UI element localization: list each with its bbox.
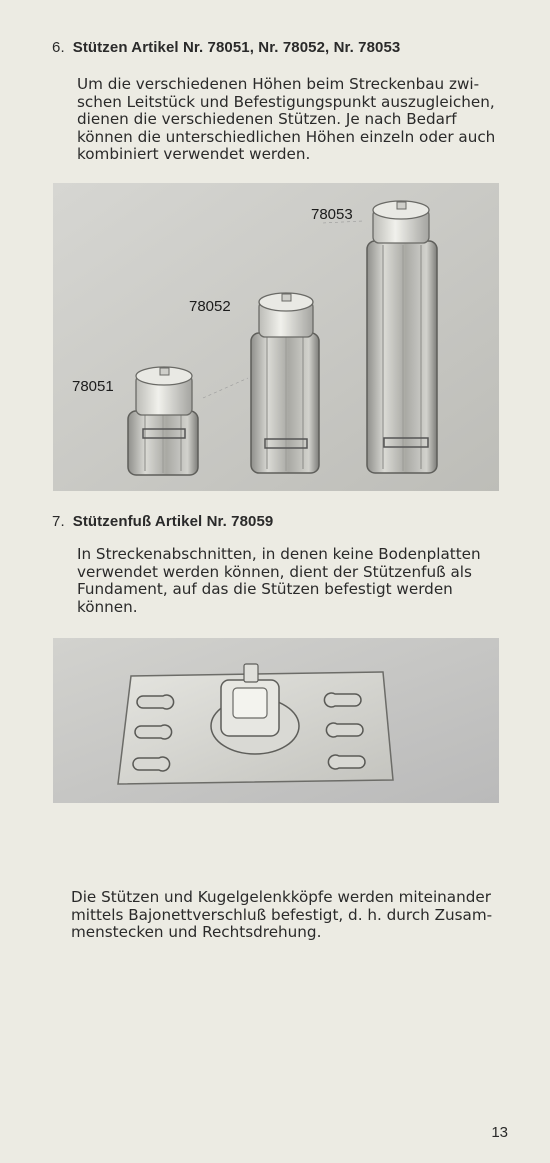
support-78051 bbox=[128, 367, 198, 475]
section-7-heading bbox=[52, 513, 273, 530]
page-number: 13 bbox=[491, 1124, 508, 1141]
section-7-text: In Streckenabschnitten, in denen keine Bodenplatten verwendet werden können, dient der Stützenfuß als Fundament, auf das die Stützen befestigt werden können. bbox=[77, 545, 481, 616]
support-78053 bbox=[367, 201, 437, 473]
label-78052: 78052 bbox=[189, 298, 231, 315]
label-78051: 78051 bbox=[72, 378, 114, 395]
footer-text: Die Stützen und Kugelgelenkköpfe werden miteinander mittels Bajonettverschluß befestigt, d. h. durch Zusam- menstecken und Rechtsdrehung. bbox=[71, 888, 493, 942]
supports-photo bbox=[53, 183, 499, 491]
section-6-heading bbox=[52, 39, 400, 56]
section-6-number: 6. bbox=[52, 39, 65, 56]
label-78053: 78053 bbox=[311, 206, 353, 223]
section-7-number: 7. bbox=[52, 513, 65, 530]
support-78052 bbox=[251, 293, 319, 473]
section-6-title: Stützen Artikel Nr. 78051, Nr. 78052, Nr. 78053 bbox=[72, 39, 401, 56]
section-7-title: Stützenfuß Artikel Nr. 78059 bbox=[72, 513, 274, 530]
section-6-text: Um die verschiedenen Höhen beim Streckenbau zwi- schen Leitstück und Befestigungspunkt auszugleichen, dienen die verschiedenen Stützen. Je nach Bedarf können die unterschiedlichen Höhen einzeln oder auch kombiniert verwendet werden. bbox=[77, 75, 496, 164]
base-plate-photo bbox=[53, 638, 499, 803]
base-plate bbox=[118, 664, 393, 784]
